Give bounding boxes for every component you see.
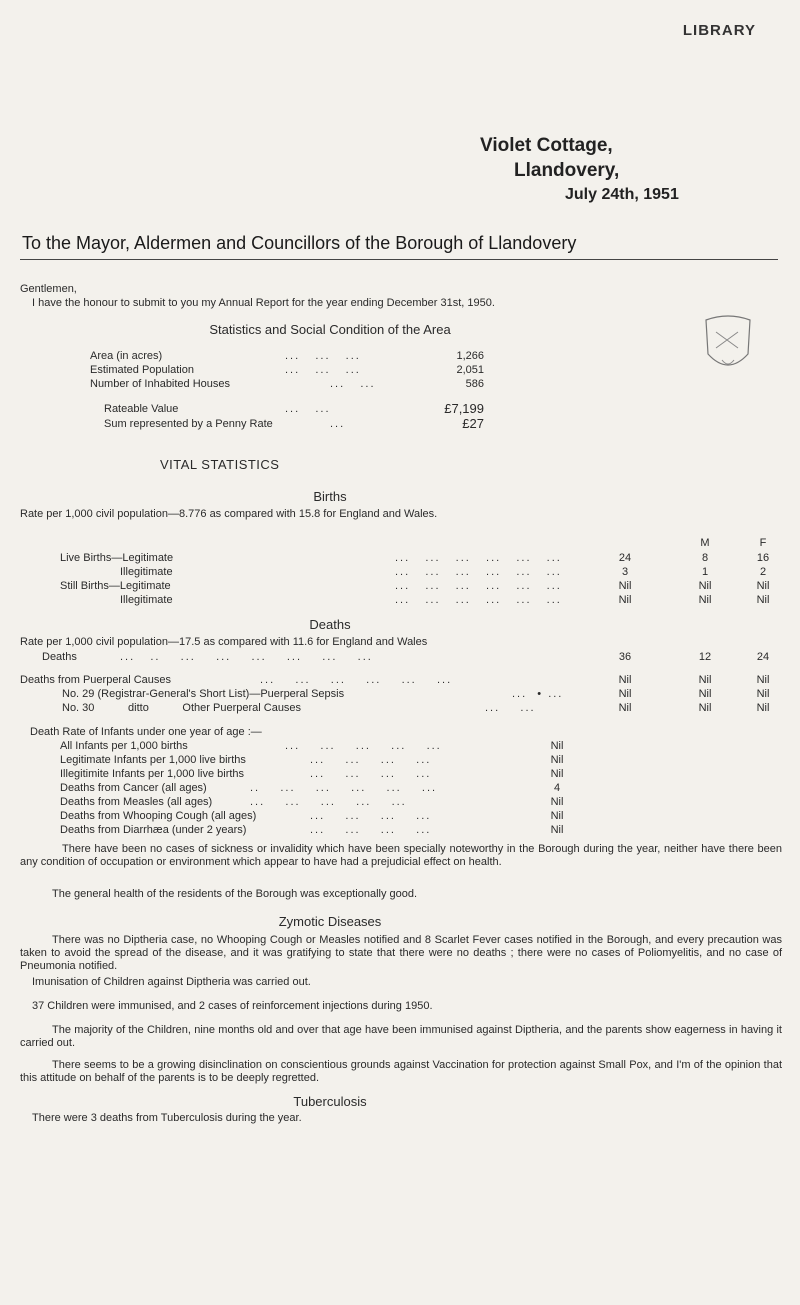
births-total: 3 [621, 566, 629, 578]
births-total: 24 [618, 552, 632, 564]
births-m: 8 [701, 552, 709, 564]
deaths-total: Nil [618, 674, 632, 686]
library-stamp: LIBRARY [682, 22, 756, 39]
sickness-paragraph: There have been no cases of sickness or invalidity which have been specially noteworthy in the Borough during the year, neither have there been any condition of occupation or environment which appear to have had a prejudicial effect on health. [20, 843, 782, 868]
leader-dots: .. ... ... ... ... ... [250, 782, 438, 794]
births-label: Live Births—Legitimate [60, 552, 174, 564]
deaths-f: Nil [756, 688, 770, 700]
infant-label: Deaths from Diarrhæa (under 2 years) [60, 824, 247, 836]
statistics-heading: Statistics and Social Condition of the Area [209, 322, 451, 337]
births-rate-line: Rate per 1,000 civil population—8.776 as compared with 15.8 for England and Wales. [20, 508, 438, 520]
infant-value: Nil [550, 768, 564, 780]
zymotic-heading: Zymotic Diseases [278, 914, 382, 929]
leader-dots: ... ... [330, 378, 376, 390]
births-f: 2 [759, 566, 767, 578]
page-title: To the Mayor, Aldermen and Councillors of the Borough of Llandovery [22, 233, 577, 253]
stat-value: 1,266 [456, 350, 484, 362]
infant-value: Nil [550, 810, 564, 822]
births-m: Nil [698, 594, 712, 606]
deaths-label: Deaths from Puerperal Causes [20, 674, 172, 686]
col-header-m: M [700, 537, 710, 549]
infant-label: Legitimate Infants per 1,000 live births [60, 754, 246, 766]
deaths-total: 36 [618, 651, 632, 663]
stat-label: Area (in acres) [90, 350, 163, 362]
births-f: Nil [756, 594, 770, 606]
zymotic-paragraph-4: The majority of the Children, nine months old and over that age have been immunised against Diptheria, and the parents show eagerness in having it carried out. [20, 1024, 782, 1049]
crest-icon [698, 310, 756, 382]
zymotic-paragraph-3: 37 Children were immunised, and 2 cases of reinforcement injections during 1950. [32, 1000, 433, 1012]
leader-dots: ... ... ... ... [310, 768, 432, 780]
births-label: Still Births—Legitimate [60, 580, 171, 592]
births-label: Illegitimate [120, 566, 173, 578]
leader-dots: ... ... ... ... ... ... [395, 566, 562, 578]
tuberculosis-paragraph: There were 3 deaths from Tuberculosis during the year. [32, 1112, 302, 1124]
leader-dots: ... ... ... ... ... ... [395, 552, 562, 564]
title-rule [20, 259, 778, 260]
leader-dots: ... ... [285, 403, 331, 415]
leader-dots: ... ... ... ... [310, 824, 432, 836]
stat-label: Number of Inhabited Houses [90, 378, 231, 390]
address-line-2: Llandovery, [514, 160, 620, 181]
deaths-label: No. 30 ditto Other Puerperal Causes [62, 702, 302, 714]
vital-heading: VITAL STATISTICS [160, 457, 280, 472]
leader-dots: ... ... ... ... [310, 810, 432, 822]
deaths-f: Nil [756, 674, 770, 686]
births-label: Illegitimate [120, 594, 173, 606]
letter-date: July 24th, 1951 [565, 186, 679, 203]
births-m: Nil [698, 580, 712, 592]
leader-dots: ... ... ... ... ... ... [395, 580, 562, 592]
infant-value: Nil [550, 824, 564, 836]
leader-dots: ... ... [485, 702, 536, 714]
infant-label: All Infants per 1,000 births [60, 740, 188, 752]
stat-label: Rateable Value [104, 403, 179, 415]
col-header-f: F [759, 537, 767, 549]
deaths-m: Nil [698, 674, 712, 686]
births-heading: Births [313, 489, 347, 504]
deaths-m: Nil [698, 702, 712, 714]
leader-dots: ... ... ... [285, 364, 361, 376]
tuberculosis-heading: Tuberculosis [293, 1094, 367, 1109]
stat-value: £27 [462, 416, 484, 431]
infant-value: Nil [550, 754, 564, 766]
intro-text: I have the honour to submit to you my Annual Report for the year ending December 31st, 1950. [32, 297, 495, 309]
births-total: Nil [618, 580, 632, 592]
deaths-m: 12 [698, 651, 712, 663]
leader-dots: ... ... ... ... [310, 754, 432, 766]
deaths-label: Deaths [42, 651, 77, 663]
deaths-label: No. 29 (Registrar-General's Short List)—Puerperal Sepsis [62, 688, 345, 700]
infant-value: Nil [550, 740, 564, 752]
deaths-f: 24 [756, 651, 770, 663]
deaths-rate-line: Rate per 1,000 civil population—17.5 as compared with 11.6 for England and Wales [20, 636, 428, 648]
stat-label: Sum represented by a Penny Rate [104, 418, 273, 430]
infant-heading: Death Rate of Infants under one year of age :— [30, 726, 262, 738]
births-f: 16 [756, 552, 770, 564]
zymotic-paragraph-5: There seems to be a growing disinclination on conscientious grounds against Vaccination for protection against Small Pox, and I'm of the opinion that this attitude on behalf of the parents is to be deeply regretted. [20, 1059, 782, 1084]
greeting: Gentlemen, [20, 283, 77, 295]
births-m: 1 [701, 566, 709, 578]
infant-label: Deaths from Measles (all ages) [60, 796, 213, 808]
infant-label: Deaths from Whooping Cough (all ages) [60, 810, 257, 822]
health-paragraph: The general health of the residents of the Borough was exceptionally good. [52, 888, 418, 900]
leader-dots: ... ... ... [285, 350, 361, 362]
leader-dots: ... ... ... ... ... ... [260, 674, 453, 686]
leader-dots: ... ... ... ... ... [250, 796, 407, 808]
stat-label: Estimated Population [90, 364, 194, 376]
deaths-f: Nil [756, 702, 770, 714]
address-line-1: Violet Cottage, [480, 135, 613, 156]
stat-value: 586 [465, 378, 484, 390]
zymotic-paragraph-2: Imunisation of Children against Diptheria was carried out. [32, 976, 311, 988]
leader-dots: ... • ... [512, 688, 564, 700]
infant-label: Illegitimite Infants per 1,000 live births [60, 768, 245, 780]
deaths-total: Nil [618, 688, 632, 700]
deaths-heading: Deaths [309, 617, 351, 632]
births-total: Nil [618, 594, 632, 606]
deaths-m: Nil [698, 688, 712, 700]
deaths-total: Nil [618, 702, 632, 714]
births-f: Nil [756, 580, 770, 592]
infant-value: Nil [550, 796, 564, 808]
stat-value: 2,051 [456, 364, 484, 376]
leader-dots: ... ... ... ... ... [285, 740, 442, 752]
leader-dots: ... [330, 418, 346, 430]
leader-dots: ... .. ... ... ... ... ... ... [120, 651, 373, 663]
stat-value: £7,199 [444, 401, 484, 416]
leader-dots: ... ... ... ... ... ... [395, 594, 562, 606]
zymotic-paragraph-1: There was no Diptheria case, no Whooping Cough or Measles notified and 8 Scarlet Fever cases notified in the Borough, and every precaution was taken to avoid the spread of the disease, and it was gratifying to state that there were no deaths ; there were no cases of Poliomyelitis, and no case of Pneumonia notified. [20, 934, 782, 972]
infant-label: Deaths from Cancer (all ages) [60, 782, 207, 794]
infant-value: 4 [553, 782, 561, 794]
